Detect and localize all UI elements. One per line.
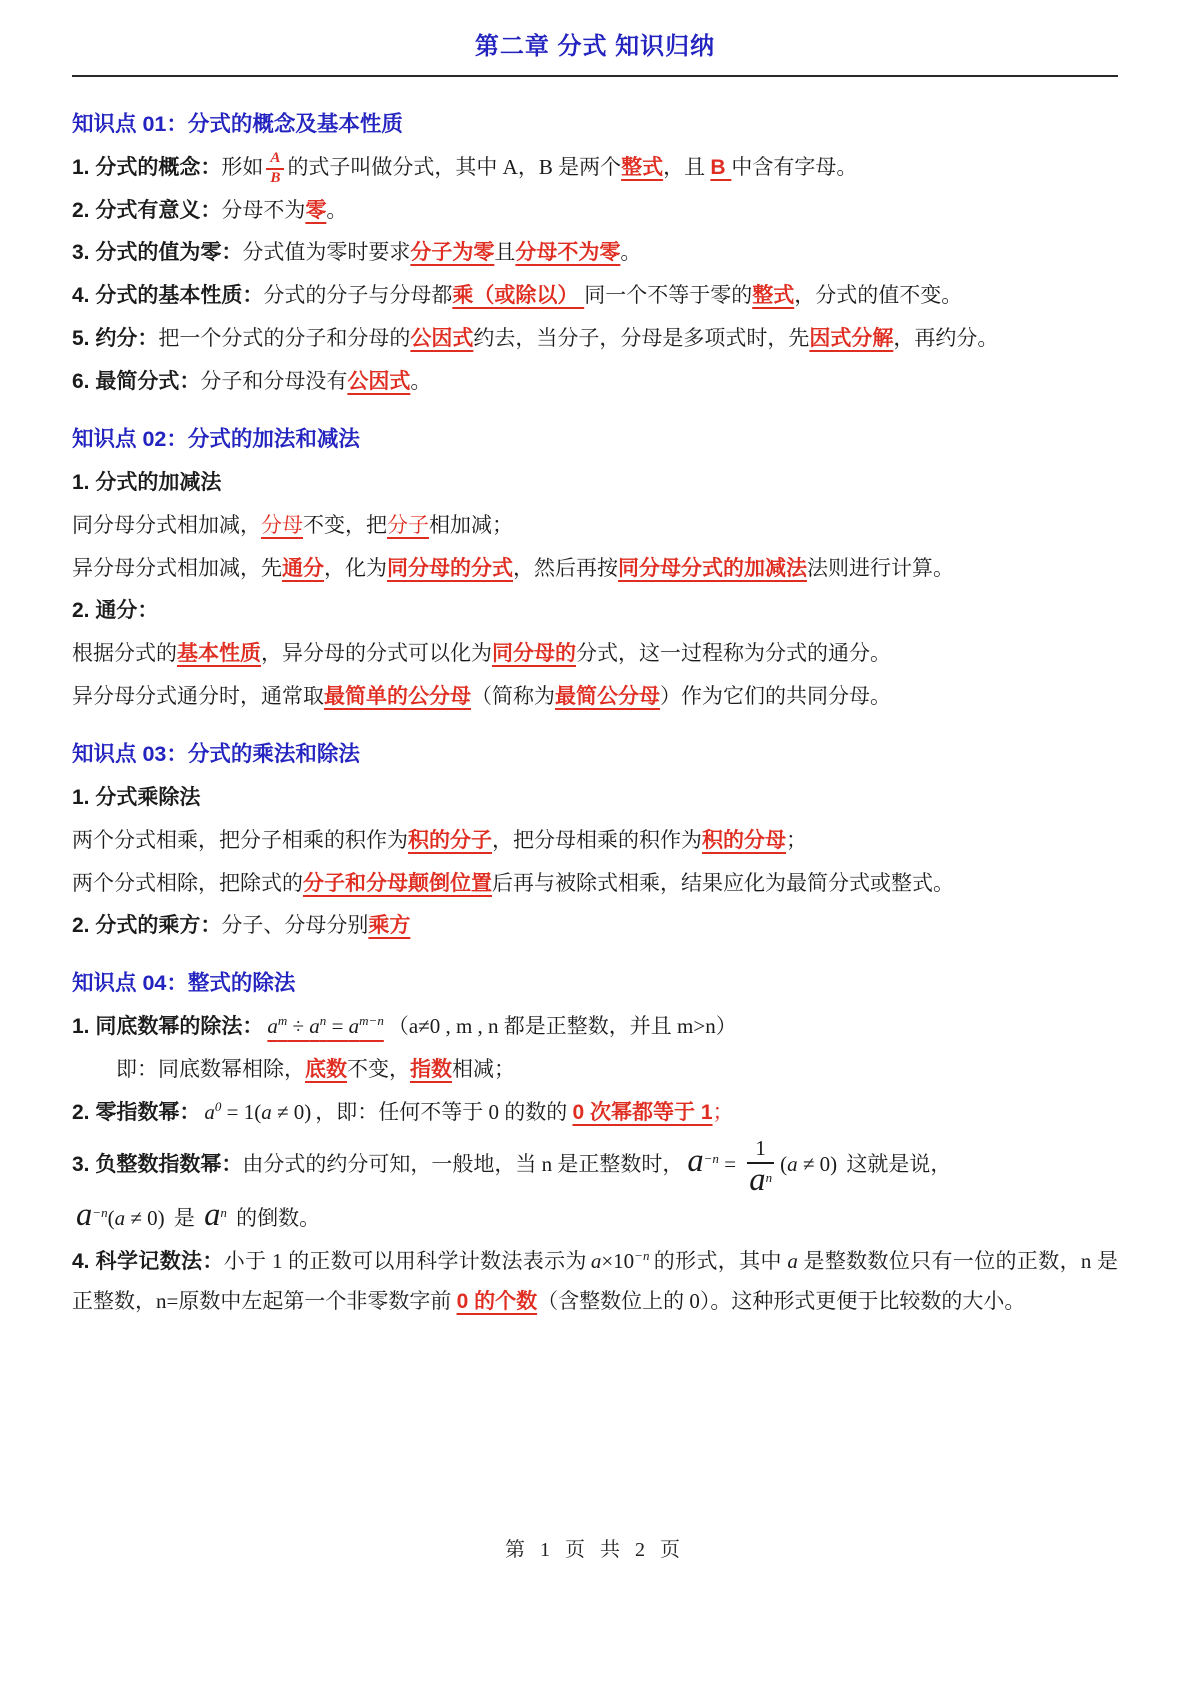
text-run: 的倒数。: [230, 1206, 321, 1231]
paragraph: [72, 591, 1118, 631]
text-run: 底数: [305, 1057, 347, 1081]
text-run: ；: [712, 1099, 734, 1124]
knowledge-point-heading: [72, 420, 1118, 459]
text-run: 根据分式的: [72, 641, 177, 666]
text-run: 分式的分子与分母都: [263, 283, 453, 308]
text-run: 的形式，其中: [653, 1249, 788, 1274]
text-run: a: [267, 1014, 278, 1038]
text-run: 。: [410, 369, 432, 394]
text-run: 是整数数位只有一位的正数，n 是正整数，n=原数中左起第一个非零数字前: [72, 1249, 1118, 1314]
text-run: 4. 分式的基本性质：: [72, 284, 264, 308]
formula: [263, 1014, 388, 1038]
text-run: 整式: [621, 155, 664, 179]
knowledge-point-heading: [72, 735, 1118, 774]
text-run: 整式: [752, 284, 795, 308]
formula: [683, 1142, 745, 1179]
document-title: 第二章 分式 知识归纳: [474, 33, 716, 60]
text-run: a: [204, 1099, 215, 1124]
text-run: m−n: [359, 1013, 384, 1029]
text-run: = 1(: [221, 1099, 262, 1124]
paragraph: [72, 634, 1118, 674]
fraction: [266, 150, 284, 187]
text-run: 积的分母: [702, 828, 786, 852]
text-run: 积的分子: [408, 828, 492, 852]
text-run: 分子和分母没有: [200, 369, 348, 394]
text-run: ，分式的值不变。: [794, 283, 963, 308]
text-run: 分子为零: [410, 241, 495, 265]
text-run: 2. 分式有意义：: [72, 198, 222, 222]
text-run: 指数: [410, 1057, 452, 1081]
fraction: [747, 1136, 774, 1197]
text-run: 即：同底数幂相除，: [116, 1056, 305, 1081]
text-run: 是: [168, 1206, 201, 1231]
text-run: m: [277, 1013, 288, 1029]
text-run: ，化为: [324, 555, 387, 580]
text-run: 不变，把: [303, 512, 387, 537]
page-footer: 第 1 页 共 2 页: [505, 1539, 685, 1561]
paragraph: [72, 1242, 1118, 1322]
text-run: a: [76, 1197, 93, 1234]
document-body: [72, 87, 1118, 1325]
formula: [72, 1197, 169, 1234]
text-run: 知识点 02：分式的加法和减法: [72, 427, 360, 452]
text-run: 法则进行计算。: [807, 555, 954, 580]
text-run: 不变，: [347, 1056, 410, 1081]
text-run: 且: [494, 240, 516, 265]
text-run: 小于 1 的正数可以用科学计数法表示为: [223, 1249, 587, 1274]
text-run: 形如: [221, 154, 264, 179]
text-run: 两个分式相乘，把分子相乘的积作为: [72, 827, 408, 852]
text-run: =: [326, 1014, 349, 1038]
text-run: 0 次幂都等于 1: [572, 1100, 713, 1124]
text-run: n: [319, 1013, 327, 1029]
paragraph: [72, 1199, 1118, 1239]
paragraph: [72, 906, 1118, 946]
text-run: −n: [634, 1248, 650, 1264]
text-run: 异分母分式通分时，通常取: [72, 684, 324, 709]
text-run: B: [270, 169, 281, 186]
text-run: 的式子叫做分式，其中 A，B 是两个: [287, 154, 622, 179]
text-run: 零: [305, 198, 327, 222]
text-run: 1. 分式乘除法: [72, 785, 201, 809]
text-run: ，把分母相乘的积作为: [492, 827, 702, 852]
text-run: a: [749, 1161, 766, 1198]
paragraph: [72, 276, 1118, 316]
text-run: 异分母分式相加减，先: [72, 555, 282, 580]
text-run: a: [114, 1206, 126, 1231]
paragraph: [72, 864, 1118, 904]
text-run: 。: [620, 240, 642, 265]
text-run: 同分母的分式: [387, 556, 513, 580]
text-run: =: [718, 1151, 742, 1176]
text-run: a: [261, 1099, 272, 1124]
text-run: 2. 零指数幂：: [72, 1100, 201, 1124]
text-run: 把一个分式的分子和分母的: [158, 326, 411, 351]
text-run: 公因式: [347, 370, 411, 394]
text-run: 同分母分式的加减法: [618, 556, 807, 580]
text-run: 分母: [261, 512, 303, 537]
text-run: 由分式的约分可知，一般地，当 n 是正整数时，: [242, 1151, 684, 1176]
formula: [587, 1249, 654, 1273]
text-run: ×10: [601, 1249, 635, 1274]
text-run: ，且: [663, 154, 711, 179]
text-run: −n: [92, 1205, 108, 1221]
paragraph: [72, 821, 1118, 861]
text-run: a: [204, 1197, 221, 1234]
text-run: 分母不为: [221, 197, 306, 222]
text-run: 乘（或除以）: [452, 284, 585, 308]
text-run: 4. 科学记数法：: [72, 1250, 224, 1274]
title-divider: [72, 75, 1118, 77]
text-run: 两个分式相除，把除式的: [72, 870, 303, 895]
paragraph: [72, 1136, 1118, 1197]
paragraph: [72, 549, 1118, 589]
text-run: 1: [755, 1135, 766, 1160]
text-run: ；: [786, 827, 807, 852]
knowledge-point-heading: [72, 105, 1118, 144]
text-run: 1. 同底数幂的除法：: [72, 1015, 264, 1038]
text-run: ，然后再按: [513, 555, 618, 580]
text-run: 通分: [282, 556, 324, 580]
text-run: 。: [326, 197, 348, 222]
paragraph: [72, 319, 1118, 359]
text-run: 最简单的公分母: [324, 685, 471, 709]
text-run: 1. 分式的概念：: [72, 155, 222, 179]
text-run: 3. 分式的值为零：: [72, 241, 243, 265]
text-run: ）作为它们的共同分母。: [660, 684, 891, 709]
text-run: 基本性质: [177, 642, 261, 666]
text-run: 2. 分式的乘方：: [72, 914, 222, 938]
text-run: 1. 分式的加减法: [72, 470, 222, 494]
formula: [200, 1100, 315, 1124]
text-run: 2. 通分：: [72, 599, 159, 623]
text-run: 5. 约分：: [72, 327, 159, 351]
text-run: 公因式: [410, 327, 474, 351]
text-run: 分式值为零时要求: [242, 240, 411, 265]
text-run: n: [765, 1170, 773, 1186]
paragraph: [72, 778, 1118, 818]
text-run: 中含有字母。: [731, 154, 858, 179]
text-run: 相加减；: [429, 512, 513, 537]
text-run: B: [710, 155, 732, 179]
paragraph: [72, 191, 1118, 231]
text-run: a: [687, 1142, 704, 1179]
text-run: （含整数位上的 0）。这种形式更便于比较数的大小。: [537, 1289, 1026, 1314]
text-run: 分母不为零: [515, 241, 621, 265]
paragraph: [72, 362, 1118, 402]
text-run: 同分母分式相加减，: [72, 512, 261, 537]
text-run: 知识点 03：分式的乘法和除法: [72, 742, 360, 767]
text-run: 相减；: [452, 1056, 515, 1081]
knowledge-point-heading: [72, 964, 1118, 1003]
text-run: a: [309, 1014, 320, 1038]
text-run: (: [107, 1206, 115, 1231]
text-run: 同一个不等于零的: [584, 283, 753, 308]
text-run: 0 的个数: [456, 1290, 538, 1314]
text-run: A: [270, 150, 281, 167]
text-run: −n: [703, 1151, 719, 1167]
text-run: 因式分解: [809, 327, 894, 351]
text-run: （a≠0 , m , n 都是正整数，并且 m>n）: [387, 1014, 737, 1038]
text-run: 分式，这一过程称为分式的通分。: [576, 641, 891, 666]
text-run: ，再约分。: [893, 326, 999, 351]
text-run: a: [590, 1249, 602, 1274]
paragraph: [72, 1050, 1118, 1090]
text-run: （简称为: [471, 684, 555, 709]
paragraph: [72, 463, 1118, 503]
text-run: 最简公分母: [555, 685, 660, 709]
text-run: ，异分母的分式可以化为: [261, 641, 492, 666]
paragraph: [72, 1007, 1118, 1047]
text-run: 6. 最简分式：: [72, 370, 201, 394]
paragraph: [72, 233, 1118, 273]
text-run: 约去，当分子，分母是多项式时，先: [473, 326, 810, 351]
text-run: (: [780, 1151, 788, 1176]
paragraph: [72, 677, 1118, 717]
paragraph: [72, 506, 1118, 546]
text-run: ≠ 0): [271, 1099, 312, 1124]
text-run: 分子和分母颠倒位置: [303, 871, 492, 895]
text-run: ≠ 0): [125, 1206, 165, 1231]
text-run: 后再与被除式相乘，结果应化为最简分式或整式。: [492, 870, 954, 895]
text-run: ≠ 0): [797, 1151, 838, 1176]
text-run: 知识点 01：分式的概念及基本性质: [72, 112, 403, 136]
text-run: ，即：任何不等于 0 的数的: [315, 1099, 573, 1124]
text-run: 0: [214, 1098, 222, 1114]
text-run: 这就是说，: [841, 1151, 952, 1176]
text-run: 知识点 04：整式的除法: [72, 971, 296, 996]
text-run: a: [348, 1014, 360, 1038]
text-run: 分子、分母分别: [221, 913, 369, 938]
paragraph: [72, 1093, 1118, 1133]
text-run: 同分母的: [492, 642, 576, 666]
text-run: 乘方: [368, 914, 411, 938]
formula: [776, 1152, 841, 1176]
formula: [200, 1197, 231, 1234]
paragraph: [72, 148, 1118, 188]
text-run: a: [787, 1249, 798, 1274]
text-run: n: [220, 1205, 227, 1221]
text-run: 分子: [387, 512, 429, 537]
text-run: ÷: [287, 1014, 310, 1038]
text-run: a: [787, 1151, 798, 1176]
text-run: 3. 负整数指数幂：: [72, 1152, 243, 1176]
